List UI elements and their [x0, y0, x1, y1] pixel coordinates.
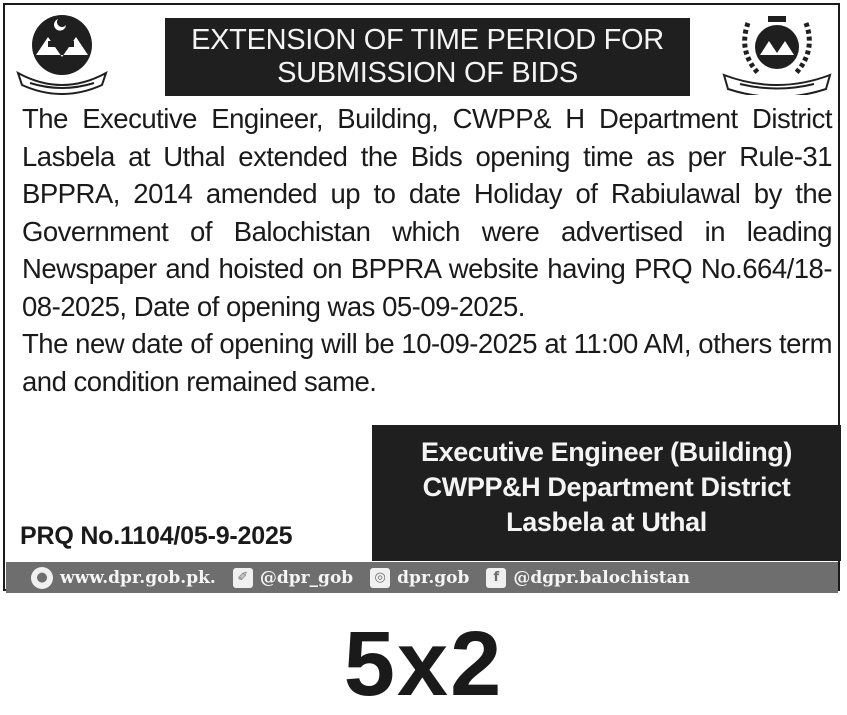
ad-size-label: 5x2	[343, 613, 504, 715]
signature-line-1: Executive Engineer (Building)	[421, 437, 792, 467]
twitter-icon: ✐	[233, 568, 253, 588]
notice-paragraph-2: The new date of opening will be 10-09-2025 at 11:00 AM, others term and condition remained same.	[22, 328, 832, 397]
notice-title-line-1: EXTENSION OF TIME PERIOD FOR	[191, 24, 664, 56]
globe-icon: ●	[31, 567, 53, 589]
balochistan-government-emblem-left	[14, 11, 110, 95]
footer-twitter[interactable]: @dpr_gob	[259, 567, 354, 588]
footer-instagram[interactable]: dpr.gob	[397, 567, 470, 588]
notice-title-line-2: SUBMISSION OF BIDS	[277, 57, 578, 89]
notice-title	[165, 18, 690, 96]
notice-body	[22, 100, 832, 400]
dgpr-balochistan-emblem-right	[718, 11, 836, 95]
prq-number: PRQ No.1104/05-9-2025	[20, 522, 293, 550]
instagram-icon: ◎	[370, 568, 390, 588]
signature-line-3: Lasbela at Uthal	[506, 507, 707, 537]
footer-website[interactable]: www.dpr.gob.pk.	[60, 567, 216, 588]
signature-block	[372, 425, 841, 561]
footer-facebook[interactable]: @dgpr.balochistan	[513, 567, 691, 588]
notice-frame	[3, 3, 840, 591]
notice-paragraph-1: The Executive Engineer, Building, CWPP& H Department District Lasbela at Uthal extended the Bids opening time as per Rule-31 BPPRA, 2014 amended up to date Holiday of Rabiulawal by the Government of Balochistan which were advertised in leading Newspaper and hoisted on BPPRA website having PRQ No.664/18-08-2025, Date of opening was 05-09-2025.	[22, 103, 832, 322]
facebook-icon: f	[486, 568, 506, 588]
footer-social-bar	[6, 562, 838, 593]
signature-line-2: CWPP&H Department District	[422, 472, 791, 502]
